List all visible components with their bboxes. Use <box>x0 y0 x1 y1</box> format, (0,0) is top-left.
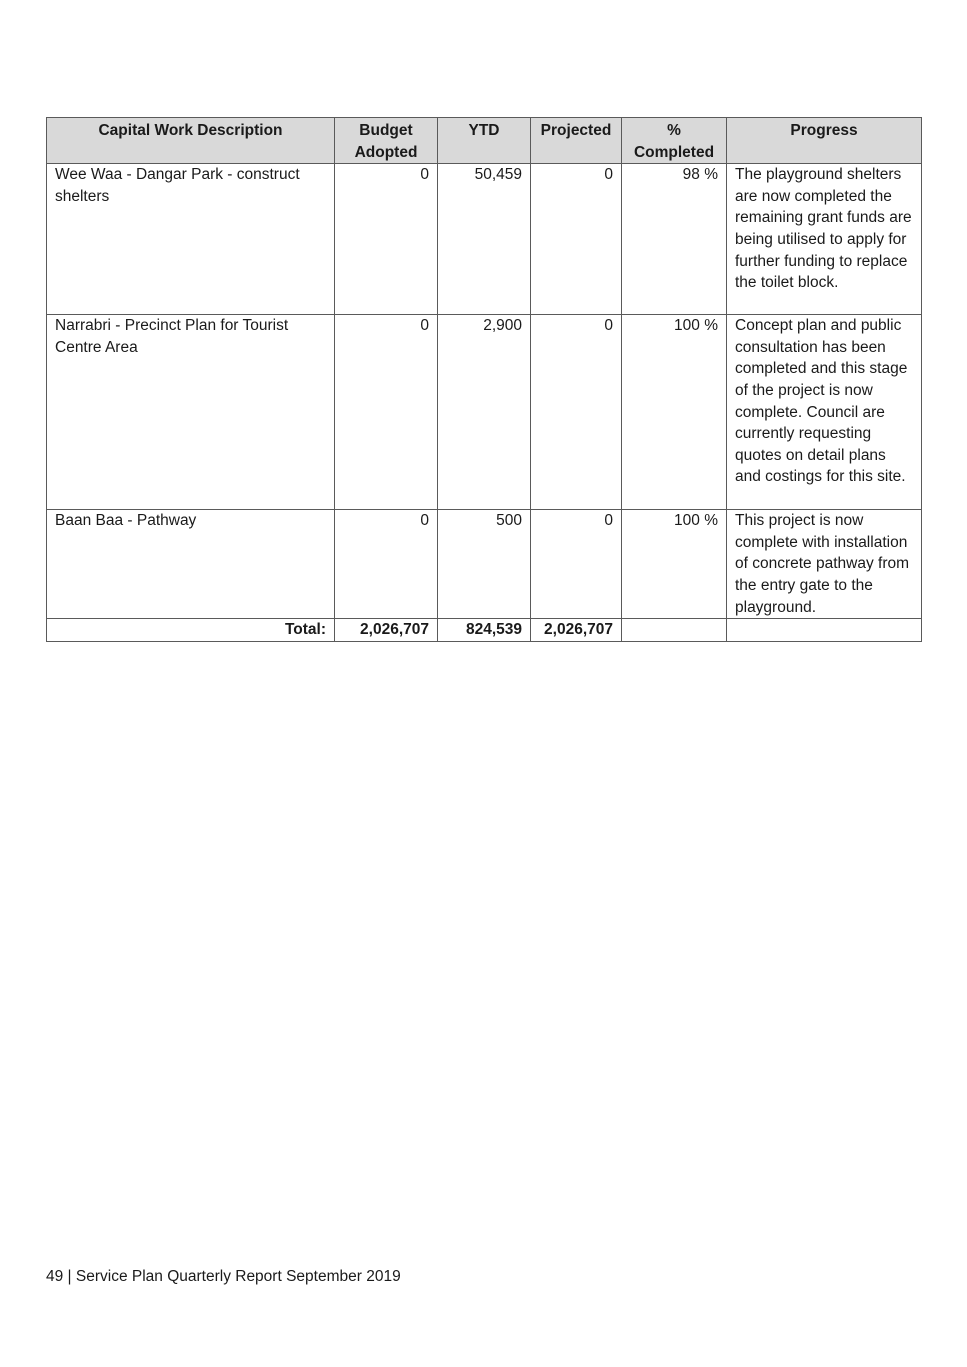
cell-ytd: 50,459 <box>438 164 531 315</box>
total-row <box>47 619 922 642</box>
table-row <box>47 510 922 619</box>
total-empty-cell <box>727 619 922 642</box>
page-footer: 49 | Service Plan Quarterly Report September 2019 <box>46 1268 401 1285</box>
header-percent-completed: % Completed <box>622 118 727 164</box>
header-ytd: YTD <box>438 118 531 164</box>
header-description: Capital Work Description <box>47 118 335 164</box>
cell-ytd: 2,900 <box>438 315 531 510</box>
header-projected: Projected <box>531 118 622 164</box>
table-row <box>47 164 922 315</box>
cell-progress: The playground shelters are now completed the remaining grant funds are being utilised to apply for further funding to replace the toilet block. <box>727 164 922 315</box>
capital-works-table <box>46 117 922 642</box>
cell-budget: 0 <box>335 510 438 619</box>
cell-projected: 0 <box>531 510 622 619</box>
cell-description: Narrabri - Precinct Plan for Tourist Centre Area <box>47 315 335 510</box>
cell-projected: 0 <box>531 315 622 510</box>
cell-progress: Concept plan and public consultation has been completed and this stage of the project is now complete. Council are currently requesting quotes on detail plans and costings for this site. <box>727 315 922 510</box>
cell-completed: 98 % <box>622 164 727 315</box>
cell-progress: This project is now complete with installation of concrete pathway from the entry gate to the playground. <box>727 510 922 619</box>
total-label: Total: <box>47 619 335 642</box>
header-budget-adopted: Budget Adopted <box>335 118 438 164</box>
total-projected: 2,026,707 <box>531 619 622 642</box>
header-progress: Progress <box>727 118 922 164</box>
cell-completed: 100 % <box>622 510 727 619</box>
cell-projected: 0 <box>531 164 622 315</box>
cell-budget: 0 <box>335 164 438 315</box>
total-ytd: 824,539 <box>438 619 531 642</box>
cell-budget: 0 <box>335 315 438 510</box>
total-empty-cell <box>622 619 727 642</box>
cell-completed: 100 % <box>622 315 727 510</box>
cell-description: Baan Baa - Pathway <box>47 510 335 619</box>
table-row <box>47 315 922 510</box>
table-header-row <box>47 118 922 164</box>
cell-ytd: 500 <box>438 510 531 619</box>
total-budget: 2,026,707 <box>335 619 438 642</box>
cell-description: Wee Waa - Dangar Park - construct shelters <box>47 164 335 315</box>
